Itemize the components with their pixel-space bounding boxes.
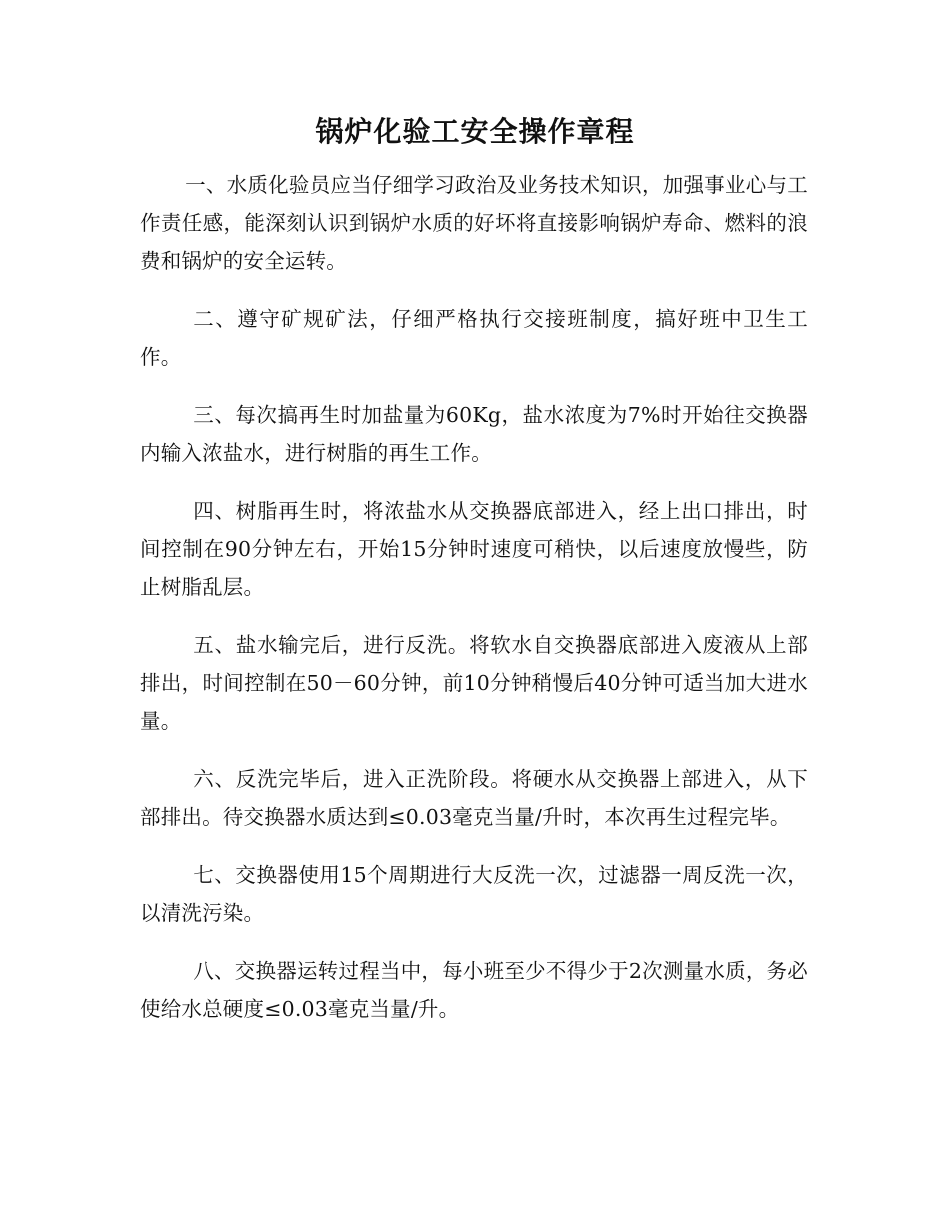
paragraph-1: 一、水质化验员应当仔细学习政治及业务技术知识，加强事业心与工作责任感，能深刻认识到锅炉水质的好坏将直接影响锅炉寿命、燃料的浪费和锅炉的安全运转。 xyxy=(140,173,808,273)
paragraph-6: 六、反洗完毕后，进入正洗阶段。将硬水从交换器上部进入，从下部排出。待交换器水质达到≤0.03毫克当量/升时，本次再生过程完毕。 xyxy=(140,767,808,829)
paragraph-8: 八、交换器运转过程当中，每小班至少不得少于2次测量水质，务必使给水总硬度≤0.03毫克当量/升。 xyxy=(140,959,808,1021)
paragraph-4: 四、树脂再生时，将浓盐水从交换器底部进入，经上出口排出，时间控制在90分钟左右，开始15分钟时速度可稍快，以后速度放慢些，防止树脂乱层。 xyxy=(140,499,808,599)
document-title: 锅炉化验工安全操作章程 xyxy=(315,115,635,148)
document-body xyxy=(140,166,808,1048)
paragraph-5: 五、盐水输完后，进行反洗。将软水自交换器底部进入废液从上部排出，时间控制在50－60分钟，前10分钟稍慢后40分钟可适当加大进水量。 xyxy=(140,633,808,733)
paragraph-7: 七、交换器使用15个周期进行大反洗一次，过滤器一周反洗一次，以清洗污染。 xyxy=(140,863,808,925)
paragraph-3: 三、每次搞再生时加盐量为60Kg，盐水浓度为7%时开始往交换器内输入浓盐水，进行树脂的再生工作。 xyxy=(140,403,808,465)
paragraph-2: 二、遵守矿规矿法，仔细严格执行交接班制度，搞好班中卫生工作。 xyxy=(140,307,808,369)
